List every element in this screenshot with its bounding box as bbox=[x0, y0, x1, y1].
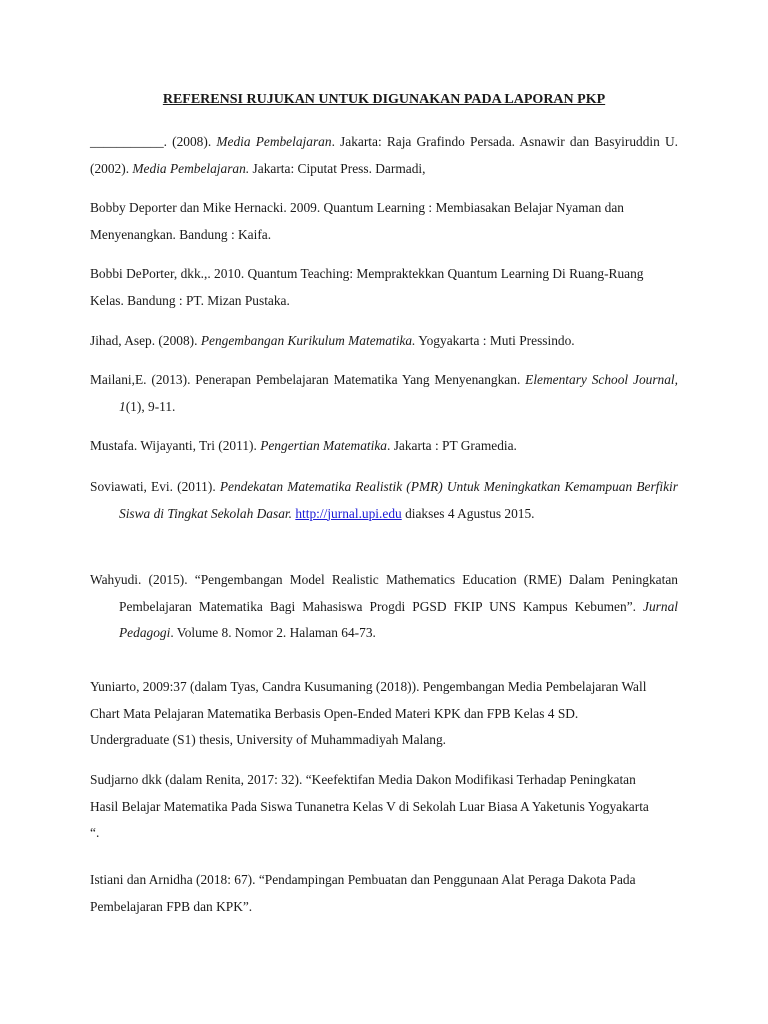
reference-entry: Yuniarto, 2009:37 (dalam Tyas, Candra Kusumaning (2018)). Pengembangan Media Pembelajaran Wall Chart Mata Pelajaran Matematika Berbasis Open-Ended Materi KPK dan FPB Kelas 4 SD. Undergraduate (S1) thesis, University of Muhammadiyah Malang. bbox=[90, 679, 647, 747]
reference-entry: Sudjarno dkk (dalam Renita, 2017: 32). “Keefektifan Media Dakon Modifikasi Terhadap Peningkatan Hasil Belajar Matematika Pada Siswa Tunanetra Kelas V di Sekolah Luar Biasa A Yaketunis Yogyakarta “. bbox=[90, 772, 649, 840]
reference-entry: Mailani,E. (2013). Penerapan Pembelajaran Matematika Yang Menyenangkan. Elementary School Journal, 1(1), 9-11. bbox=[90, 372, 679, 414]
reference-entry: Bobby Deporter dan Mike Hernacki. 2009. Quantum Learning : Membiasakan Belajar Nyaman dan Menyenangkan. Bandung : Kaifa. bbox=[90, 200, 624, 242]
reference-entry: ___________. (2008). Media Pembelajaran. Jakarta: Raja Grafindo Persada. Asnawir dan Basyiruddin U. (2002). Media Pembelajaran. Jakarta: Ciputat Press. Darmadi, bbox=[90, 134, 679, 176]
reference-entry: Bobbi DePorter, dkk.,. 2010. Quantum Teaching: Mempraktekkan Quantum Learning Di Ruang-Ruang Kelas. Bandung : PT. Mizan Pustaka. bbox=[90, 266, 644, 308]
page-title: REFERENSI RUJUKAN UNTUK DIGUNAKAN PADA LAPORAN PKP bbox=[162, 92, 606, 107]
reference-entry: Jihad, Asep. (2008). Pengembangan Kurikulum Matematika. Yogyakarta : Muti Pressindo. bbox=[90, 333, 575, 348]
reference-entry: Soviawati, Evi. (2011). Pendekatan Matematika Realistik (PMR) Untuk Meningkatkan Kemampuan Berfikir Siswa di Tingkat Sekolah Dasar. http://jurnal.upi.edu diakses 4 Agustus 2015. bbox=[90, 479, 678, 521]
reference-entry: Wahyudi. (2015). “Pengembangan Model Realistic Mathematics Education (RME) Dalam Peningkatan Pembelajaran Matematika Bagi Mahasiswa Progdi PGSD FKIP UNS Kampus Kebumen”. Jurnal Pedagogi. Volume 8. Nomor 2. Halaman 64-73. bbox=[90, 572, 678, 640]
reference-entry: Istiani dan Arnidha (2018: 67). “Pendampingan Pembuatan dan Penggunaan Alat Peraga Dakota Pada Pembelajaran FPB dan KPK”. bbox=[90, 872, 636, 914]
journal-link[interactable]: http://jurnal.upi.edu bbox=[295, 505, 402, 521]
reference-entry: Mustafa. Wijayanti, Tri (2011). Pengertian Matematika. Jakarta : PT Gramedia. bbox=[90, 438, 517, 453]
